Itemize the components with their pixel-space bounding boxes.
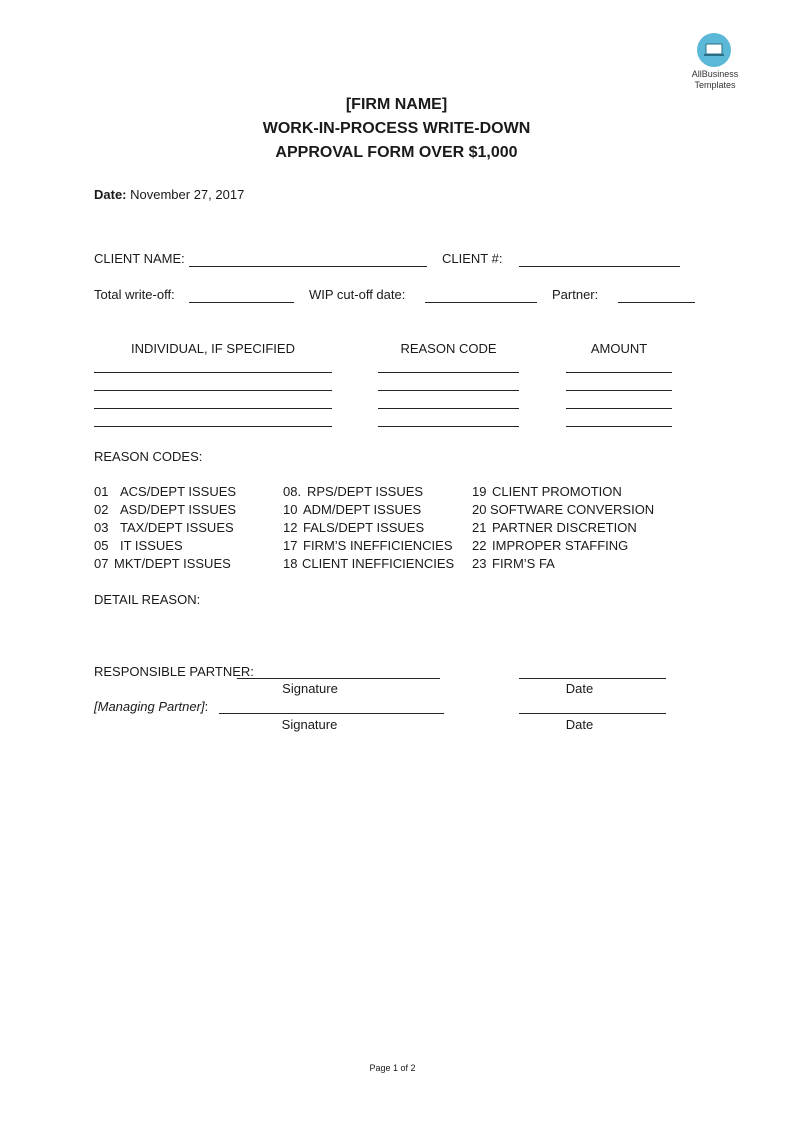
reason-code-item: 01 ACS/DEPT ISSUES [94,484,237,499]
date-caption: Date [565,681,594,696]
responsible-signature-field[interactable] [237,678,440,679]
reason-code-item: 07 MKT/DEPT ISSUES [94,556,231,571]
reason-code-item: 05 IT ISSUES [94,538,183,553]
logo-icon [697,33,731,67]
reason-code-line-4[interactable] [378,426,519,427]
amount-line-4[interactable] [566,426,672,427]
signature-caption: Signature [282,681,338,696]
amount-line-1[interactable] [566,372,672,373]
wip-cutoff-field[interactable] [425,302,537,303]
reason-code-item: 10 ADM/DEPT ISSUES [283,502,422,517]
individual-line-1[interactable] [94,372,332,373]
reason-code-item: 22 IMPROPER STAFFING [472,538,629,553]
form-title-line2: APPROVAL FORM OVER $1,000 [275,144,518,161]
amount-line-3[interactable] [566,408,672,409]
col-header-individual: INDIVIDUAL, IF SPECIFIED [131,341,295,356]
total-writeoff-field[interactable] [189,302,294,303]
reason-code-item: 21 PARTNER DISCRETION [472,520,637,535]
reason-code-item: 12 FALS/DEPT ISSUES [283,520,425,535]
individual-line-2[interactable] [94,390,332,391]
page-number: Page 1 of 2 [369,1063,416,1073]
reason-code-item: 03 TAX/DEPT ISSUES [94,520,234,535]
reason-codes-heading: REASON CODES: [94,449,203,464]
date-caption: Date [565,717,594,732]
signature-caption: Signature [281,717,338,732]
date-label: Date: [94,187,127,202]
managing-signature-field[interactable] [219,713,444,714]
reason-code-item: 02 ASD/DEPT ISSUES [94,502,237,517]
client-number-label: CLIENT #: [442,251,503,266]
form-title-line1: WORK-IN-PROCESS WRITE-DOWN [262,120,531,137]
date-row [94,187,244,202]
date-value: November 27, 2017 [126,187,245,202]
reason-code-item: 20 SOFTWARE CONVERSION [472,502,655,517]
reason-code-item: 19 CLIENT PROMOTION [472,484,622,499]
wip-cutoff-label: WIP cut-off date: [309,287,406,302]
firm-name: [FIRM NAME] [345,96,448,113]
managing-partner-label: [Managing Partner] [94,699,205,714]
reason-code-line-2[interactable] [378,390,519,391]
reason-code-item: 23 FIRM’S FA [472,556,555,571]
logo-line2: Templates [694,80,736,90]
client-name-field[interactable] [189,266,427,267]
logo-line1: AllBusiness [691,69,739,79]
col-header-amount: AMOUNT [590,341,648,356]
client-name-label: CLIENT NAME: [94,251,185,266]
reason-code-line-3[interactable] [378,408,519,409]
reason-code-line-1[interactable] [378,372,519,373]
individual-line-4[interactable] [94,426,332,427]
individual-line-3[interactable] [94,408,332,409]
reason-code-item: 17 FIRM’S INEFFICIENCIES [283,538,453,553]
partner-field[interactable] [618,302,695,303]
total-writeoff-label: Total write-off: [94,287,175,302]
reason-code-item: 18 CLIENT INEFFICIENCIES [283,556,455,571]
logo-text [680,69,750,91]
amount-line-2[interactable] [566,390,672,391]
partner-label: Partner: [552,287,599,302]
managing-date-field[interactable] [519,713,666,714]
col-header-reason-code: REASON CODE [400,341,497,356]
responsible-partner-label: RESPONSIBLE PARTNER: [94,664,254,679]
managing-partner-row [94,699,208,714]
managing-partner-colon: : [204,699,209,714]
detail-reason-label: DETAIL REASON: [94,592,201,607]
client-number-field[interactable] [519,266,680,267]
responsible-date-field[interactable] [519,678,666,679]
reason-code-item: 08. RPS/DEPT ISSUES [283,484,424,499]
